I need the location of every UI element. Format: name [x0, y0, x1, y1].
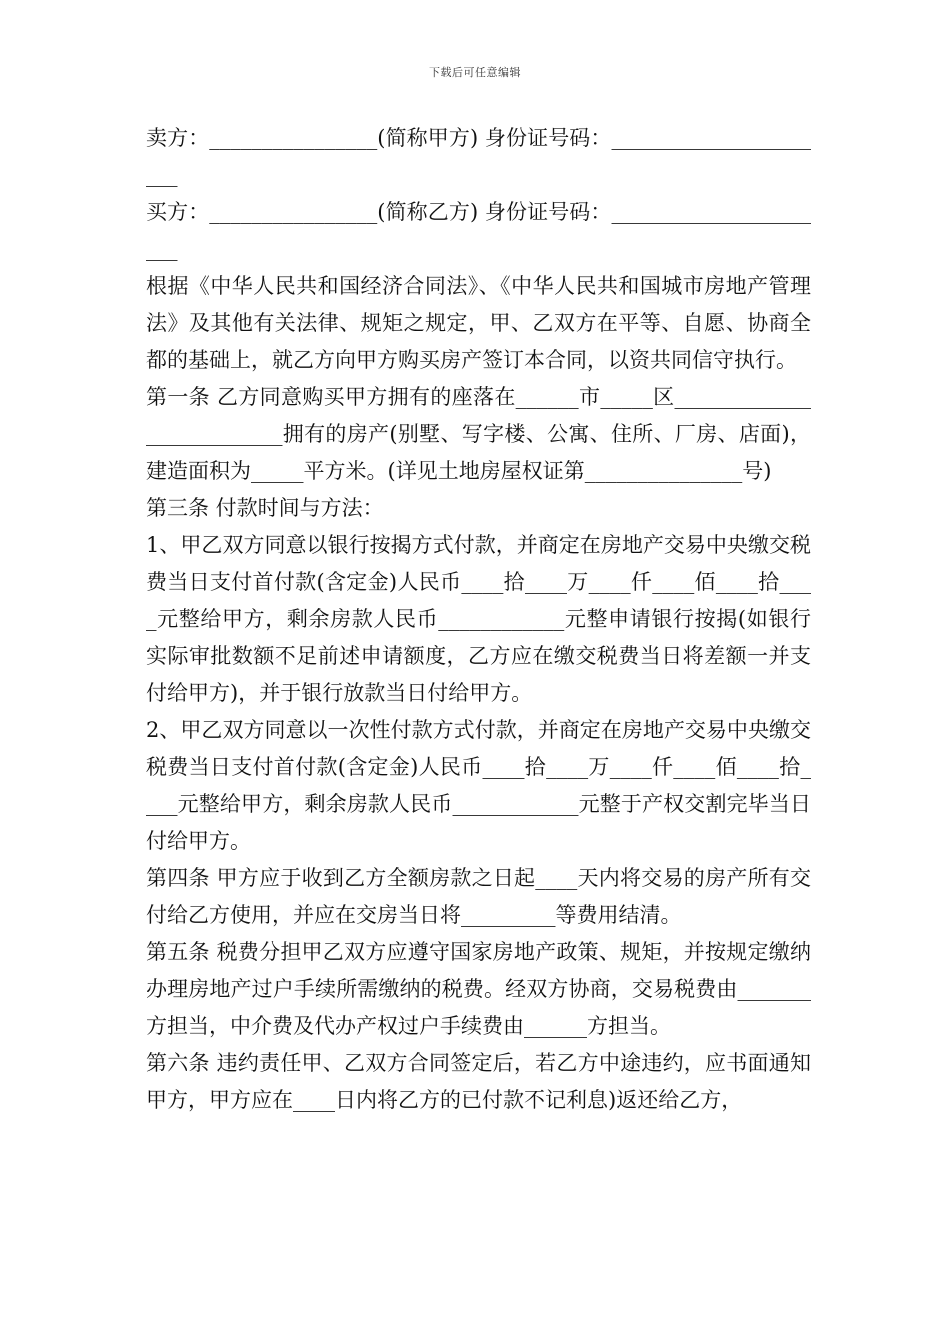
- article-5-paragraph: 第五条 税费分担甲乙双方应遵守国家房地产政策、规矩，并按规定缴纳办理房地产过户手续所需缴纳的税费。经双方协商，交易税费由_______方担当，中介费及代办产权过户手续费由______方担当。: [146, 940, 811, 1038]
- article-6-paragraph: 第六条 违约责任甲、乙双方合同签定后，若乙方中途违约，应书面通知甲方，甲方应在____日内将乙方的已付款不记利息)返还给乙方，: [146, 1051, 811, 1112]
- seller-line: 卖方：________________(简称甲方) 身份证号码：______________________: [146, 126, 811, 187]
- header-note: 下载后可任意编辑: [429, 66, 521, 79]
- document-body: [146, 120, 811, 1119]
- article-3-heading: 第三条 付款时间与方法：: [146, 496, 384, 520]
- preamble-paragraph: 根据《中华人民共和国经济合同法》、《中华人民共和国城市房地产管理法》及其他有关法律、规矩之规定，甲、乙双方在平等、自愿、协商全都的基础上，就乙方向甲方购买房产签订本合同，以资共同信守执行。: [146, 274, 811, 372]
- article-1-paragraph: 第一条 乙方同意购买甲方拥有的座落在______市_____区__________________________拥有的房产(别墅、写字楼、公寓、住所、厂房、店面)，建造面积为_____平方米。(详见土地房屋权证第_______________号): [146, 385, 811, 483]
- payment-option-2-paragraph: 2、甲乙双方同意以一次性付款方式付款，并商定在房地产交易中央缴交税费当日支付首付款(含定金)人民币____拾____万____仟____佰____拾____元整给甲方，剩余房款人民币____________元整于产权交割完毕当日付给甲方。: [146, 718, 811, 853]
- article-4-paragraph: 第四条 甲方应于收到乙方全额房款之日起____天内将交易的房产所有交付给乙方使用，并应在交房当日将_________等费用结清。: [146, 866, 811, 927]
- buyer-line: 买方：________________(简称乙方) 身份证号码：______________________: [146, 200, 811, 261]
- payment-option-1-paragraph: 1、甲乙双方同意以银行按揭方式付款，并商定在房地产交易中央缴交税费当日支付首付款(含定金)人民币____拾____万____仟____佰____拾____元整给甲方，剩余房款人民币____________元整申请银行按揭(如银行实际审批数额不足前述申请额度，乙方应在缴交税费当日将差额一并支付给甲方)，并于银行放款当日付给甲方。: [146, 533, 811, 705]
